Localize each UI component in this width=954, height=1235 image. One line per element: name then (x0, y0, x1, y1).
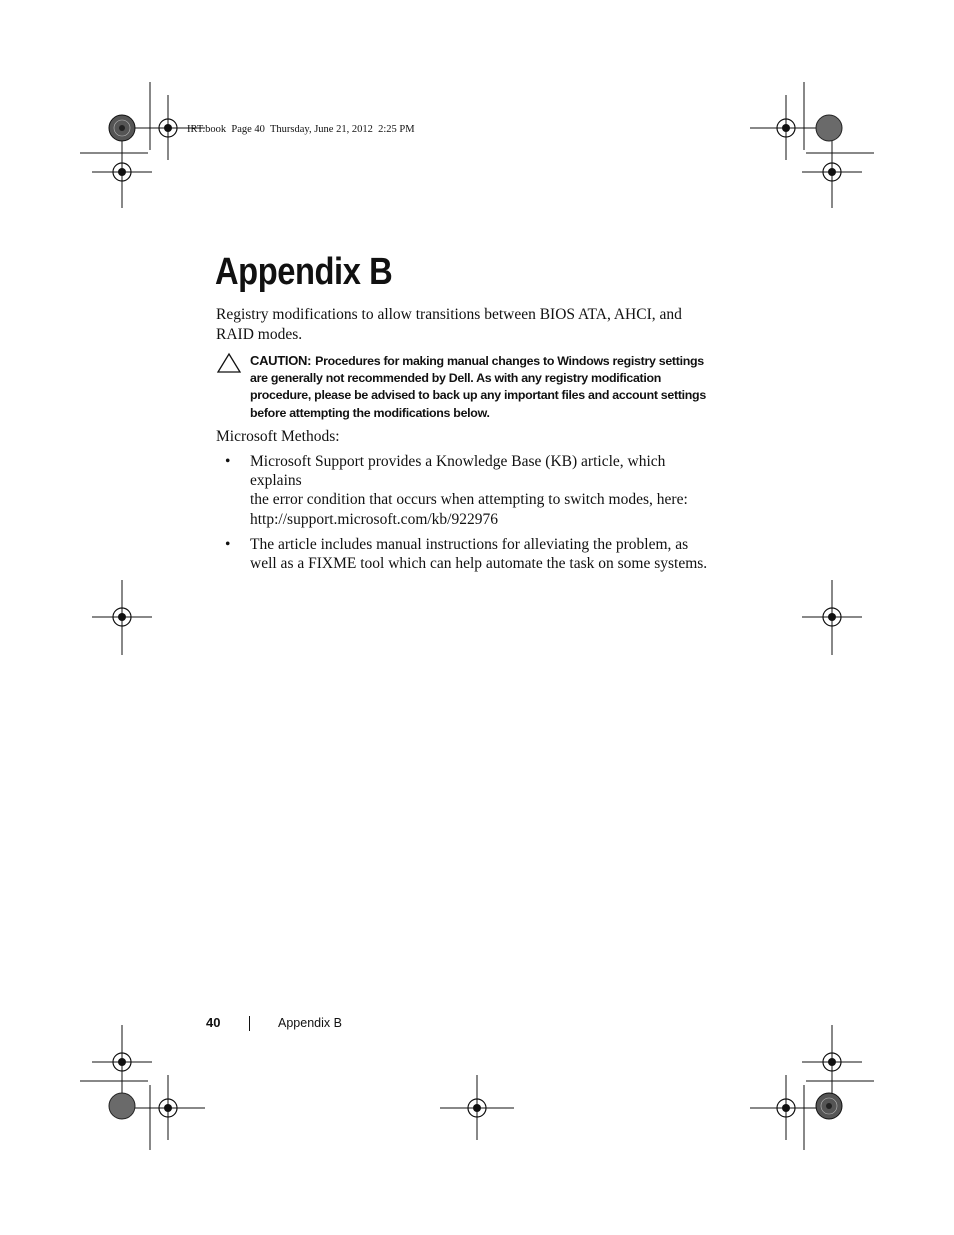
caution-notice (216, 352, 716, 422)
print-slug: IRT.book Page 40 Thursday, June 21, 2012 2:25 PM (187, 124, 415, 135)
density-mark-icon (109, 1093, 135, 1119)
methods-list (216, 452, 716, 579)
caution-text: Procedures for making manual changes to Windows registry settings are generally not recommended by Dell. As with any registry modification procedure, please be advised to back up any important files and account settings before attempting the modifications below. (250, 354, 706, 420)
intro-paragraph: Registry modifications to allow transitions between BIOS ATA, AHCI, and RAID modes. (216, 306, 682, 343)
caution-label: CAUTION: (250, 353, 312, 368)
starburst-mark-icon (816, 1093, 842, 1119)
methods-heading: Microsoft Methods: (216, 428, 340, 445)
starburst-mark-icon (109, 115, 135, 141)
density-mark-icon (816, 115, 842, 141)
page-title: Appendix B (215, 251, 393, 293)
bullet-marker: • (225, 453, 231, 470)
kb-link[interactable]: http://support.microsoft.com/kb/922976 (250, 510, 498, 528)
page-number: 40 (206, 1015, 221, 1030)
list-item: • Microsoft Support provides a Knowledge Base (KB) article, which explains the error condition that occurs when attempting to switch modes, here: http://support.microsoft.com/kb/922976 (225, 453, 688, 528)
bullet-marker: • (225, 535, 231, 553)
footer-divider (249, 1016, 250, 1031)
list-item: • The article includes manual instructions for alleviating the problem, as well as a FIXME tool which can help automate the task on some systems. (225, 535, 708, 573)
footer-section-title: Appendix B (278, 1016, 342, 1030)
warning-triangle-icon (216, 352, 242, 374)
